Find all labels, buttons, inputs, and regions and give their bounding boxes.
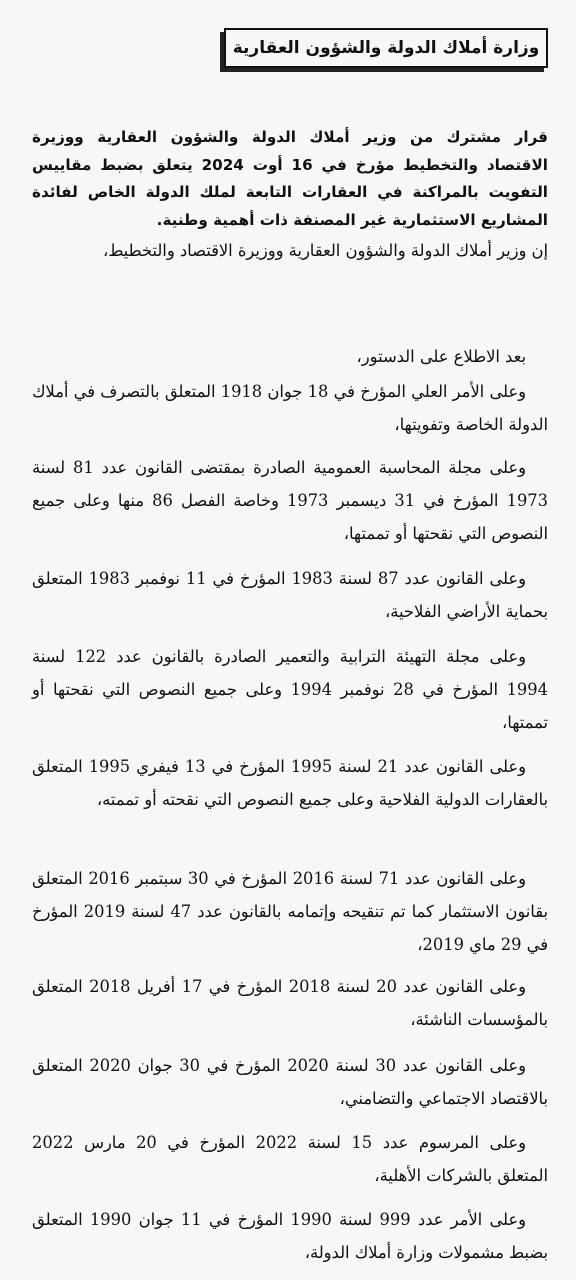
legal-reference-2018: وعلى القانون عدد 20 لسنة 2018 المؤرخ في 17 أفريل 2018 المتعلق بالمؤسسات الناشئة، xyxy=(32,977,548,1029)
ministry-header-box xyxy=(224,28,548,68)
legal-reference-2022: وعلى المرسوم عدد 15 لسنة 2022 المؤرخ في 20 مارس 2022 المتعلق بالشركات الأهلية، xyxy=(32,1133,548,1185)
legal-reference-1918: وعلى الأمر العلي المؤرخ في 18 جوان 1918 المتعلق بالتصرف في أملاك الدولة الخاصة وتفويتها، xyxy=(32,382,548,434)
legal-reference-2020: وعلى القانون عدد 30 لسنة 2020 المؤرخ في 30 جوان 2020 المتعلق بالاقتصاد الاجتماعي والتضامني، xyxy=(32,1056,548,1108)
legal-reference-1995: وعلى القانون عدد 21 لسنة 1995 المؤرخ في 13 فيفري 1995 المتعلق بالعقارات الدولية الفلاحية وعلى جميع النصوص التي نقحته أو تممته، xyxy=(32,757,548,809)
constitution-reference: بعد الاطلاع على الدستور، xyxy=(356,347,526,366)
decree-title: قرار مشترك من وزير أملاك الدولة والشؤون العقارية ووزيرة الاقتصاد والتخطيط مؤرخ في 16 أوت 2024 يتعلق بضبط مقاييس التفويت بالمراكنة في العقارات التابعة لملك الدولة الخاص لفائدة المشاريع الاستثمارية غير المصنفة ذات أهمية وطنية. xyxy=(32,128,549,229)
legal-reference-1994: وعلى مجلة التهيئة الترابية والتعمير الصادرة بالقانون عدد 122 لسنة 1994 المؤرخ في 28 نوفمبر 1994 وعلى جميع النصوص التي نقحتها أو تممتها، xyxy=(32,647,549,732)
ministry-name: وزارة أملاك الدولة والشؤون العقارية xyxy=(232,38,540,58)
legal-reference-1990: وعلى الأمر عدد 999 لسنة 1990 المؤرخ في 11 جوان 1990 المتعلق بضبط مشمولات وزارة أملاك الدولة، xyxy=(32,1210,548,1262)
preamble-paragraph: إن وزير أملاك الدولة والشؤون العقارية ووزيرة الاقتصاد والتخطيط، xyxy=(102,241,548,260)
legal-reference-2016: وعلى القانون عدد 71 لسنة 2016 المؤرخ في 30 سبتمبر 2016 المتعلق بقانون الاستثمار كما تم تنقيحه وإتمامه بالقانون عدد 47 لسنة 2019 المؤرخ في 29 ماي 2019، xyxy=(32,869,548,954)
legal-reference-1983: وعلى القانون عدد 87 لسنة 1983 المؤرخ في 11 نوفمبر 1983 المتعلق بحماية الأراضي الفلاحية، xyxy=(32,569,548,621)
legal-reference-1973: وعلى مجلة المحاسبة العمومية الصادرة بمقتضى القانون عدد 81 لسنة 1973 المؤرخ في 31 ديسمبر 1973 وخاصة الفصل 86 منها وعلى جميع النصوص التي نقحتها أو تممتها، xyxy=(32,458,549,543)
